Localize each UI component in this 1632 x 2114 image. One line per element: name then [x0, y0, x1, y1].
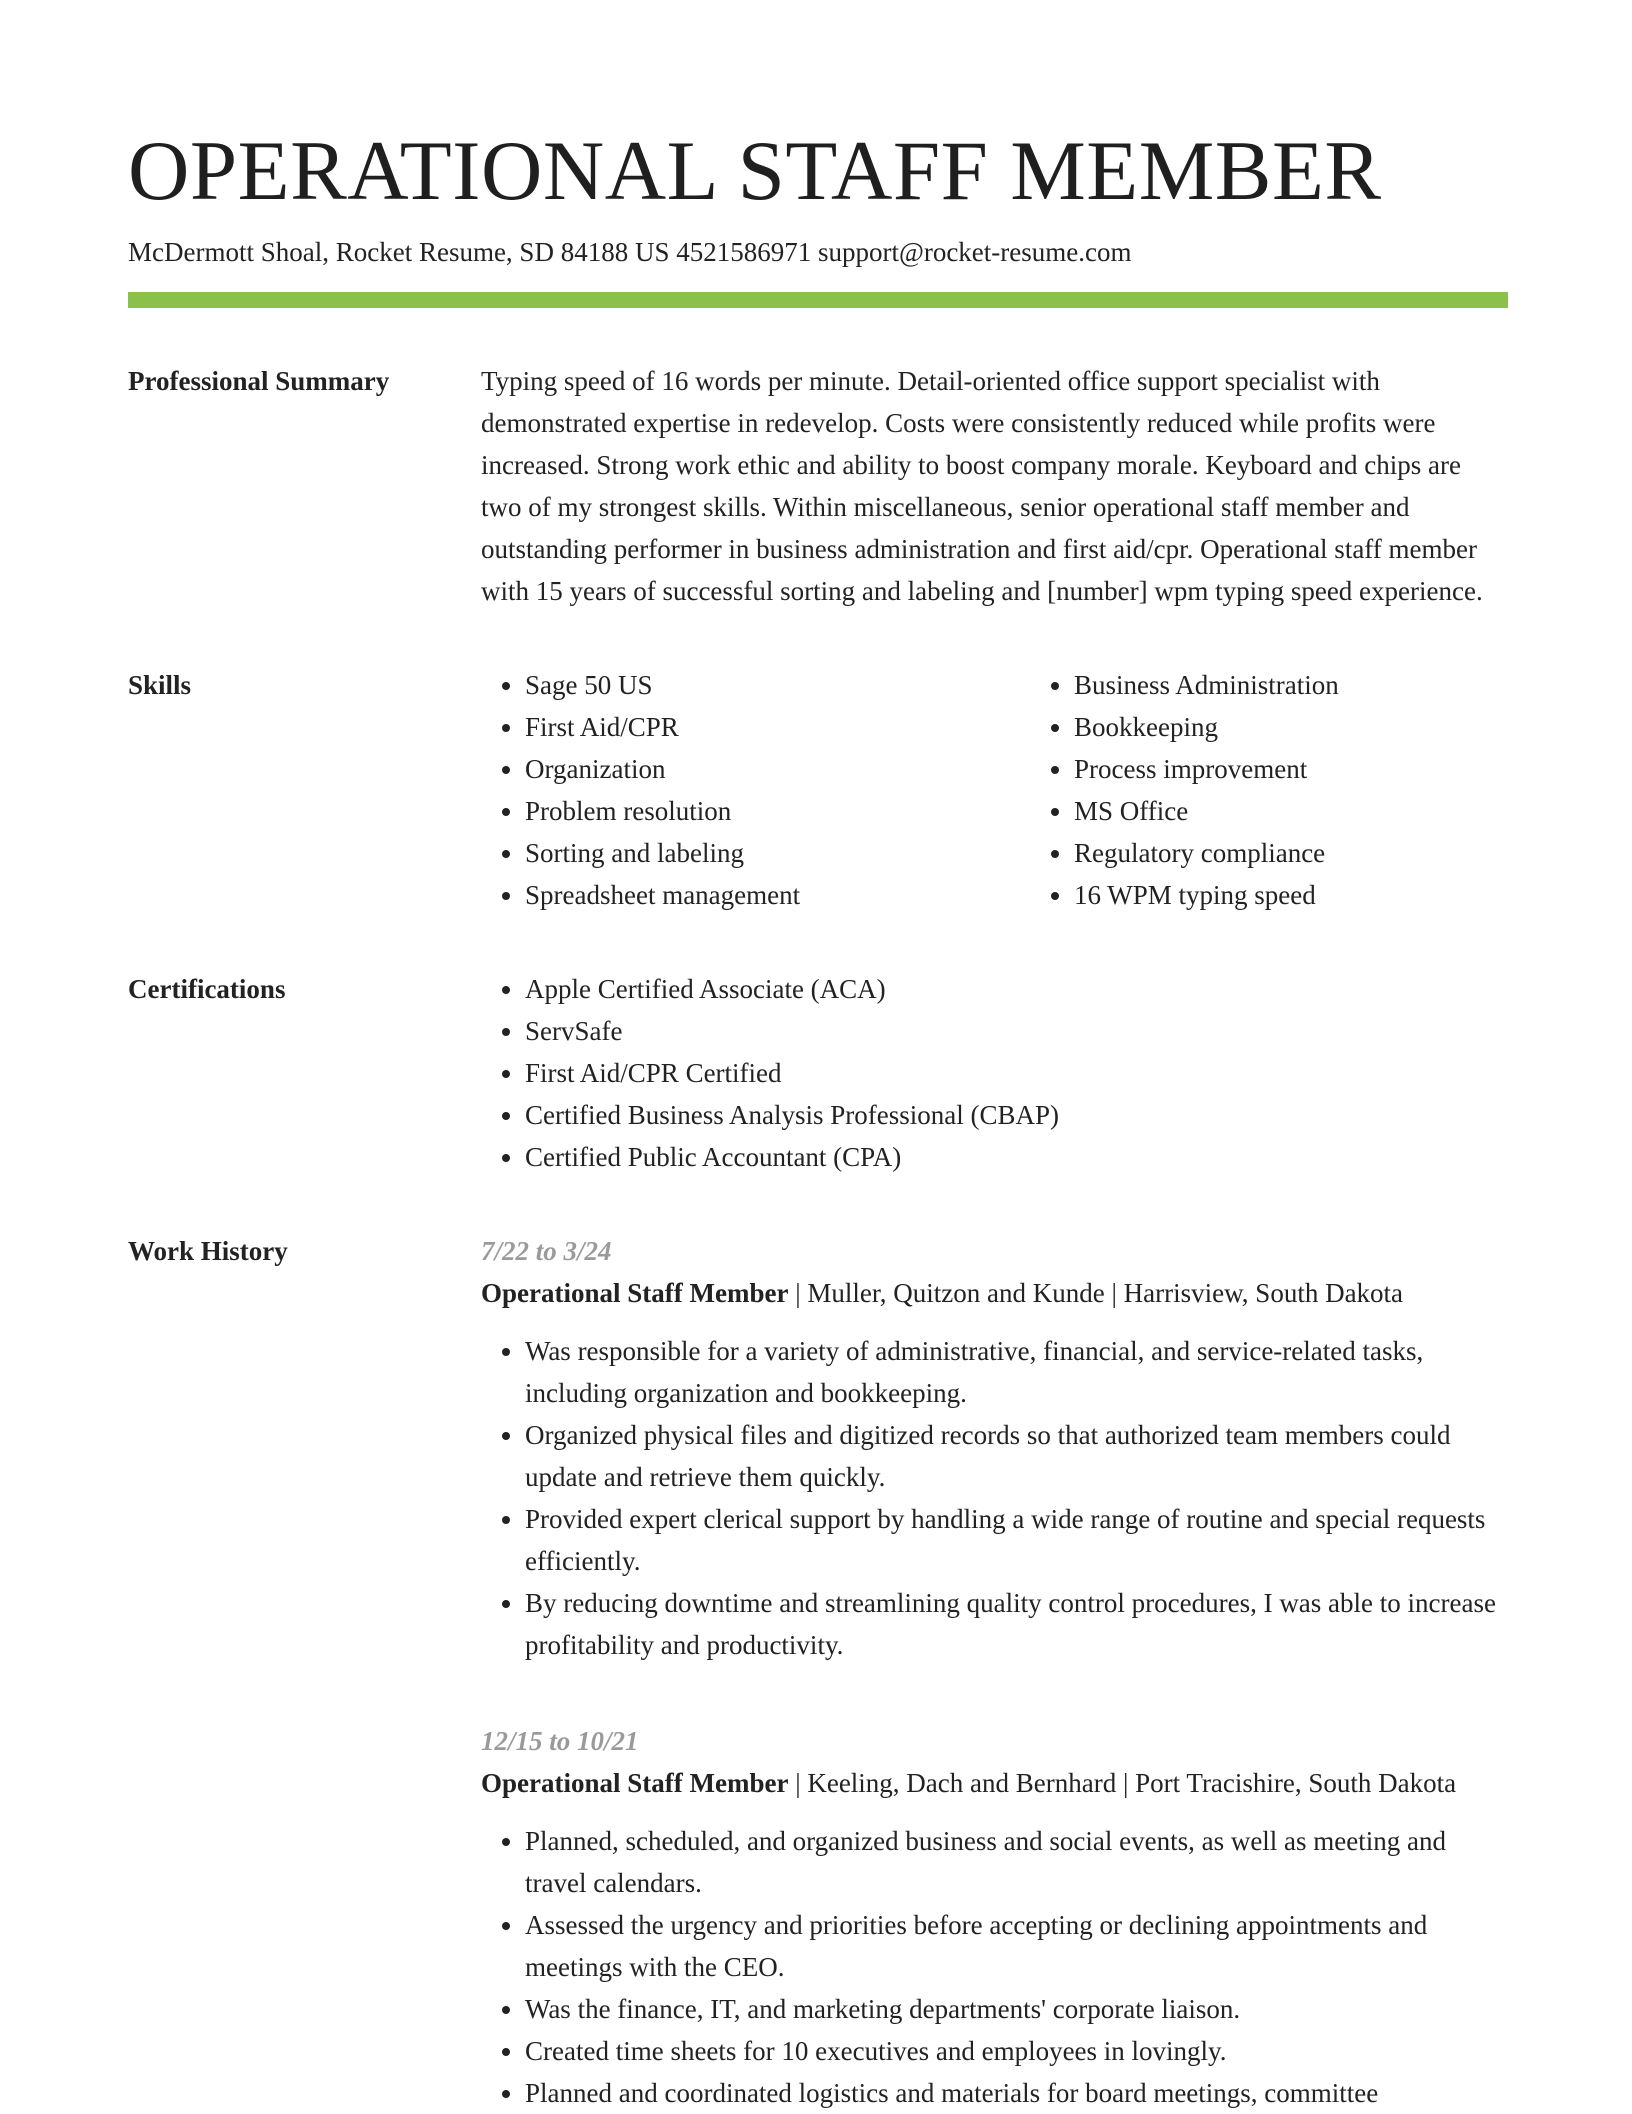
job-bullet: • Created time sheets for 10 executives and employees in lovingly.	[525, 2030, 1508, 2072]
job-employer-location: | Muller, Quitzon and Kunde | Harrisview, South Dakota	[788, 1278, 1404, 1308]
resume-page	[128, 118, 1508, 2114]
summary-body	[481, 360, 1508, 612]
skill-item: • Regulatory compliance	[1074, 832, 1579, 874]
certifications-label: Certifications	[128, 974, 286, 1004]
job-bullets	[481, 1820, 1508, 2114]
job-heading	[481, 1272, 1508, 1314]
skills-list-right	[1030, 664, 1579, 916]
skill-item: • Organization	[525, 748, 1030, 790]
skill-item: • Problem resolution	[525, 790, 1030, 832]
job-title: Operational Staff Member	[481, 1278, 789, 1308]
job-bullet: • Assessed the urgency and priorities before accepting or declining appointments and meetings with the CEO.	[525, 1904, 1508, 1988]
job-heading	[481, 1762, 1508, 1804]
certification-item: • Apple Certified Associate (ACA)	[525, 968, 1508, 1010]
job-dates: 12/15 to 10/21	[481, 1726, 639, 1756]
certifications-section	[128, 968, 1508, 1178]
job-bullet: • By reducing downtime and streamlining quality control procedures, I was able to increase profitability and productivity.	[525, 1582, 1508, 1666]
skills-section	[128, 664, 1508, 916]
skill-item: • Process improvement	[1074, 748, 1579, 790]
job-bullet: • Provided expert clerical support by handling a wide range of routine and special requests efficiently.	[525, 1498, 1508, 1582]
job-employer-location: | Keeling, Dach and Bernhard | Port Tracishire, South Dakota	[788, 1768, 1457, 1798]
contact-line: McDermott Shoal, Rocket Resume, SD 84188 US 4521586971 support@rocket-resume.com	[128, 237, 1132, 267]
summary-section	[128, 360, 1508, 612]
skills-label: Skills	[128, 670, 192, 700]
skill-item: • Sage 50 US	[525, 664, 1030, 706]
job-bullets	[481, 1330, 1508, 1666]
certifications-list	[481, 968, 1508, 1178]
skill-item: • MS Office	[1074, 790, 1579, 832]
work-history-section	[128, 1230, 1508, 2114]
certification-item: • Certified Business Analysis Professional (CBAP)	[525, 1094, 1508, 1136]
skill-item: • Business Administration	[1074, 664, 1579, 706]
resume-name-heading: OPERATIONAL STAFF MEMBER	[128, 124, 1382, 218]
job-entry	[481, 1720, 1508, 2114]
job-title: Operational Staff Member	[481, 1768, 789, 1798]
skill-item: • Sorting and labeling	[525, 832, 1030, 874]
skill-item: • Spreadsheet management	[525, 874, 1030, 916]
certification-item: • First Aid/CPR Certified	[525, 1052, 1508, 1094]
skill-item: • Bookkeeping	[1074, 706, 1579, 748]
job-bullet: • Planned and coordinated logistics and materials for board meetings, committee	[525, 2072, 1508, 2114]
certifications-body	[481, 968, 1508, 1178]
skills-list-left	[481, 664, 1030, 916]
job-entry	[481, 1230, 1508, 1666]
job-bullet: • Was the finance, IT, and marketing departments' corporate liaison.	[525, 1988, 1508, 2030]
work-history-body	[481, 1230, 1508, 2114]
job-bullet: • Was responsible for a variety of administrative, financial, and service-related tasks, including organization and bookkeeping.	[525, 1330, 1508, 1414]
skills-body	[481, 664, 1579, 916]
job-bullet: • Planned, scheduled, and organized business and social events, as well as meeting and travel calendars.	[525, 1820, 1508, 1904]
job-bullet: • Organized physical files and digitized records so that authorized team members could update and retrieve them quickly.	[525, 1414, 1508, 1498]
summary-label: Professional Summary	[128, 366, 390, 396]
skill-item: • 16 WPM typing speed	[1074, 874, 1579, 916]
skill-item: • First Aid/CPR	[525, 706, 1030, 748]
certification-item: • Certified Public Accountant (CPA)	[525, 1136, 1508, 1178]
summary-text: Typing speed of 16 words per minute. Detail-oriented office support specialist with demonstrated expertise in redevelop. Costs were consistently reduced while profits were increased. Strong work ethic and ability to boost company morale. Keyboard and chips are two of my strongest skills. Within miscellaneous, senior operational staff member and outstanding performer in business administration and first aid/cpr. Operational staff member with 15 years of successful sorting and labeling and [number] wpm typing speed experience.	[481, 366, 1483, 606]
certification-item: • ServSafe	[525, 1010, 1508, 1052]
header-accent-rule	[128, 292, 1508, 308]
work-history-label: Work History	[128, 1236, 288, 1266]
job-dates: 7/22 to 3/24	[481, 1236, 612, 1266]
